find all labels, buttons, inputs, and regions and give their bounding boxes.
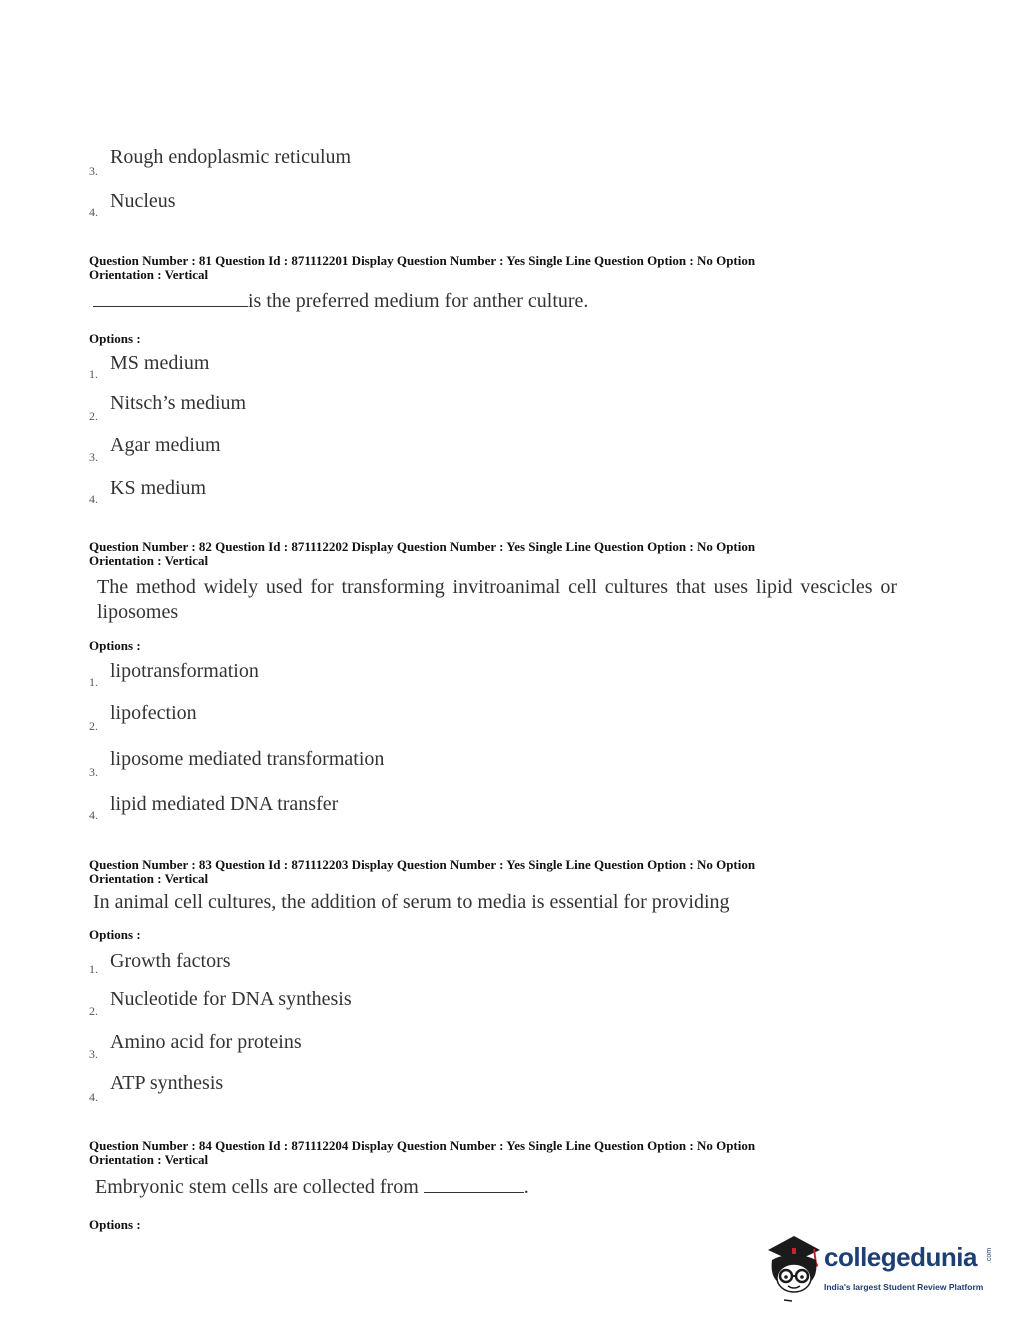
option-number: 4. [89,1090,98,1104]
question-meta-line1: Question Number : 84 Question Id : 871112204 Display Question Number : Yes Single Line Question Option : No Option [89,1138,756,1153]
question-meta-line2: Orientation : Vertical [89,1152,209,1167]
question-meta [89,254,869,282]
question-text: In animal cell cultures, the addition of serum to media is essential for providing [93,891,730,913]
question-text [93,290,588,313]
option-text: Nitsch’s medium [110,392,247,414]
question-text [95,1176,529,1199]
question-meta-line2: Orientation : Vertical [89,267,209,282]
question-meta-line1: Question Number : 81 Question Id : 871112201 Display Question Number : Yes Single Line Question Option : No Option [89,253,756,268]
question-meta-line1: Question Number : 82 Question Id : 871112202 Display Question Number : Yes Single Line Question Option : No Option [89,539,756,554]
option-number: 2. [89,409,98,423]
collegedunia-logo [764,1232,994,1304]
option-text: lipotransformation [110,660,259,682]
options-label: Options : [89,331,141,346]
option-number: 1. [89,367,98,381]
option-text: Agar medium [110,434,221,456]
option-text: KS medium [110,477,207,499]
option-number: 4. [89,205,98,219]
option-text: Growth factors [110,950,231,972]
option-text: lipofection [110,702,197,724]
question-text-body: Embryonic stem cells are collected from [95,1176,419,1198]
option-number: 1. [89,962,98,976]
option-text: MS medium [110,352,210,374]
option-text: liposome mediated transformation [110,748,385,770]
answer-blank [93,306,248,307]
question-text-suffix: . [523,1176,529,1198]
question-meta-line1: Question Number : 83 Question Id : 871112203 Display Question Number : Yes Single Line Question Option : No Option [89,857,756,872]
option-text: lipid mediated DNA transfer [110,793,339,815]
option-text: Rough endoplasmic reticulum [110,146,352,168]
option-number: 3. [89,765,98,779]
option-text: ATP synthesis [110,1072,224,1094]
question-meta-line2: Orientation : Vertical [89,553,209,568]
options-label: Options : [89,638,141,653]
option-number: 1. [89,675,98,689]
option-text: Amino acid for proteins [110,1031,302,1053]
answer-blank [424,1192,524,1193]
logo-tagline: India's largest Student Review Platform [824,1282,984,1292]
option-number: 2. [89,1004,98,1018]
option-number: 3. [89,1047,98,1061]
option-number: 4. [89,492,98,506]
option-number: 3. [89,164,98,178]
question-meta [89,858,869,886]
question-meta [89,1139,869,1167]
logo-domain: .com [986,1247,994,1264]
question-meta [89,540,869,568]
student-mascot-icon [764,1232,824,1304]
question-text: The method widely used for transforming invitroanimal cell cultures that uses lipid vescicles or liposomes [97,576,897,623]
option-text: Nucleotide for DNA synthesis [110,988,352,1010]
option-text: Nucleus [110,190,176,212]
option-number: 3. [89,450,98,464]
options-label: Options : [89,1217,141,1232]
question-meta-line2: Orientation : Vertical [89,871,209,886]
option-number: 2. [89,719,98,733]
options-label: Options : [89,927,141,942]
logo-wordmark: collegedunia [824,1242,977,1272]
question-text-body: is the preferred medium for anther culture. [248,290,589,312]
option-number: 4. [89,808,98,822]
